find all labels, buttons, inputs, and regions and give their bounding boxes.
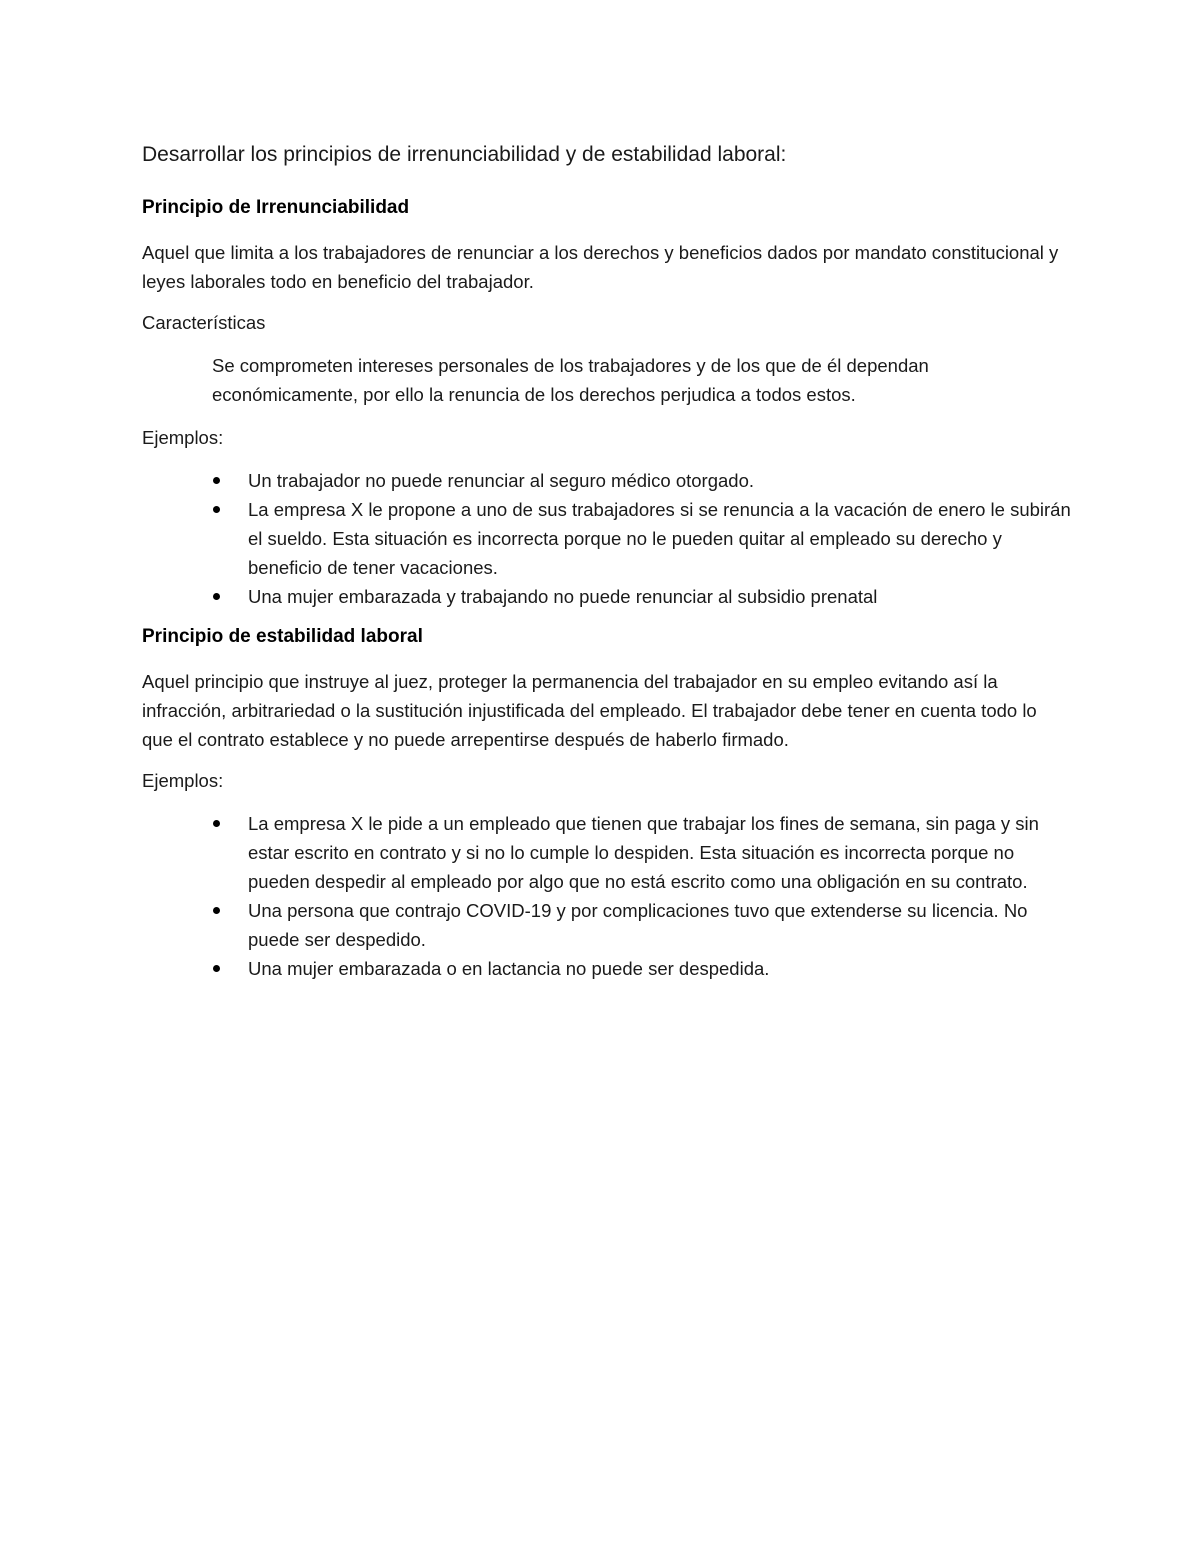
list-item-text: Una mujer embarazada o en lactancia no puede ser despedida. (248, 958, 770, 979)
bullet-icon (213, 593, 220, 600)
list-item (142, 954, 1072, 983)
list-item (142, 582, 1072, 611)
examples-label-1: Ejemplos: (142, 427, 224, 448)
paragraph-estabilidad-definition: Aquel principio que instruye al juez, proteger la permanencia del trabajador en su empleo evitando así la infracción, arbitrariedad o la sustitución injustificada del empleado. El trabajador debe tener en cuenta todo lo que el contrato establece y no puede arrepentirse después de haberlo firmado. (142, 671, 1037, 750)
bullet-icon (213, 965, 220, 972)
bullet-icon (213, 907, 220, 914)
bullet-icon (213, 506, 220, 513)
paragraph-irrenunciabilidad-definition: Aquel que limita a los trabajadores de renunciar a los derechos y beneficios dados por mandato constitucional y leyes laborales todo en beneficio del trabajador. (142, 242, 1059, 292)
list-item (142, 809, 1072, 896)
list-item (142, 896, 1072, 954)
bullet-icon (213, 820, 220, 827)
examples-list-1 (142, 466, 1072, 611)
document-title: Desarrollar los principios de irrenunciabilidad y de estabilidad laboral: (142, 143, 787, 166)
document-content (142, 140, 1072, 995)
characteristics-text: Se comprometen intereses personales de los trabajadores y de los que de él dependan económicamente, por ello la renuncia de los derechos perjudica a todos estos. (212, 355, 929, 405)
section-heading-estabilidad: Principio de estabilidad laboral (142, 626, 423, 647)
list-item-text: La empresa X le pide a un empleado que tienen que trabajar los fines de semana, sin paga y sin estar escrito en contrato y si no lo cumple lo despiden. Esta situación es incorrecta porque no pueden despedir al empleado por algo que no está escrito como una obligación en su contrato. (248, 813, 1039, 892)
list-item-text: Un trabajador no puede renunciar al seguro médico otorgado. (248, 470, 754, 491)
list-item (142, 495, 1072, 582)
list-item-text: Una persona que contrajo COVID-19 y por complicaciones tuvo que extenderse su licencia. No puede ser despedido. (248, 900, 1028, 950)
examples-label-2: Ejemplos: (142, 770, 224, 791)
section-heading-irrenunciabilidad: Principio de Irrenunciabilidad (142, 197, 410, 218)
bullet-icon (213, 477, 220, 484)
characteristics-label: Características (142, 312, 266, 333)
list-item-text: Una mujer embarazada y trabajando no puede renunciar al subsidio prenatal (248, 586, 878, 607)
list-item-text: La empresa X le propone a uno de sus trabajadores si se renuncia a la vacación de enero le subirán el sueldo. Esta situación es incorrecta porque no le pueden quitar al empleado su derecho y beneficio de tener vacaciones. (248, 499, 1071, 578)
list-item (142, 466, 1072, 495)
examples-list-2 (142, 809, 1072, 983)
